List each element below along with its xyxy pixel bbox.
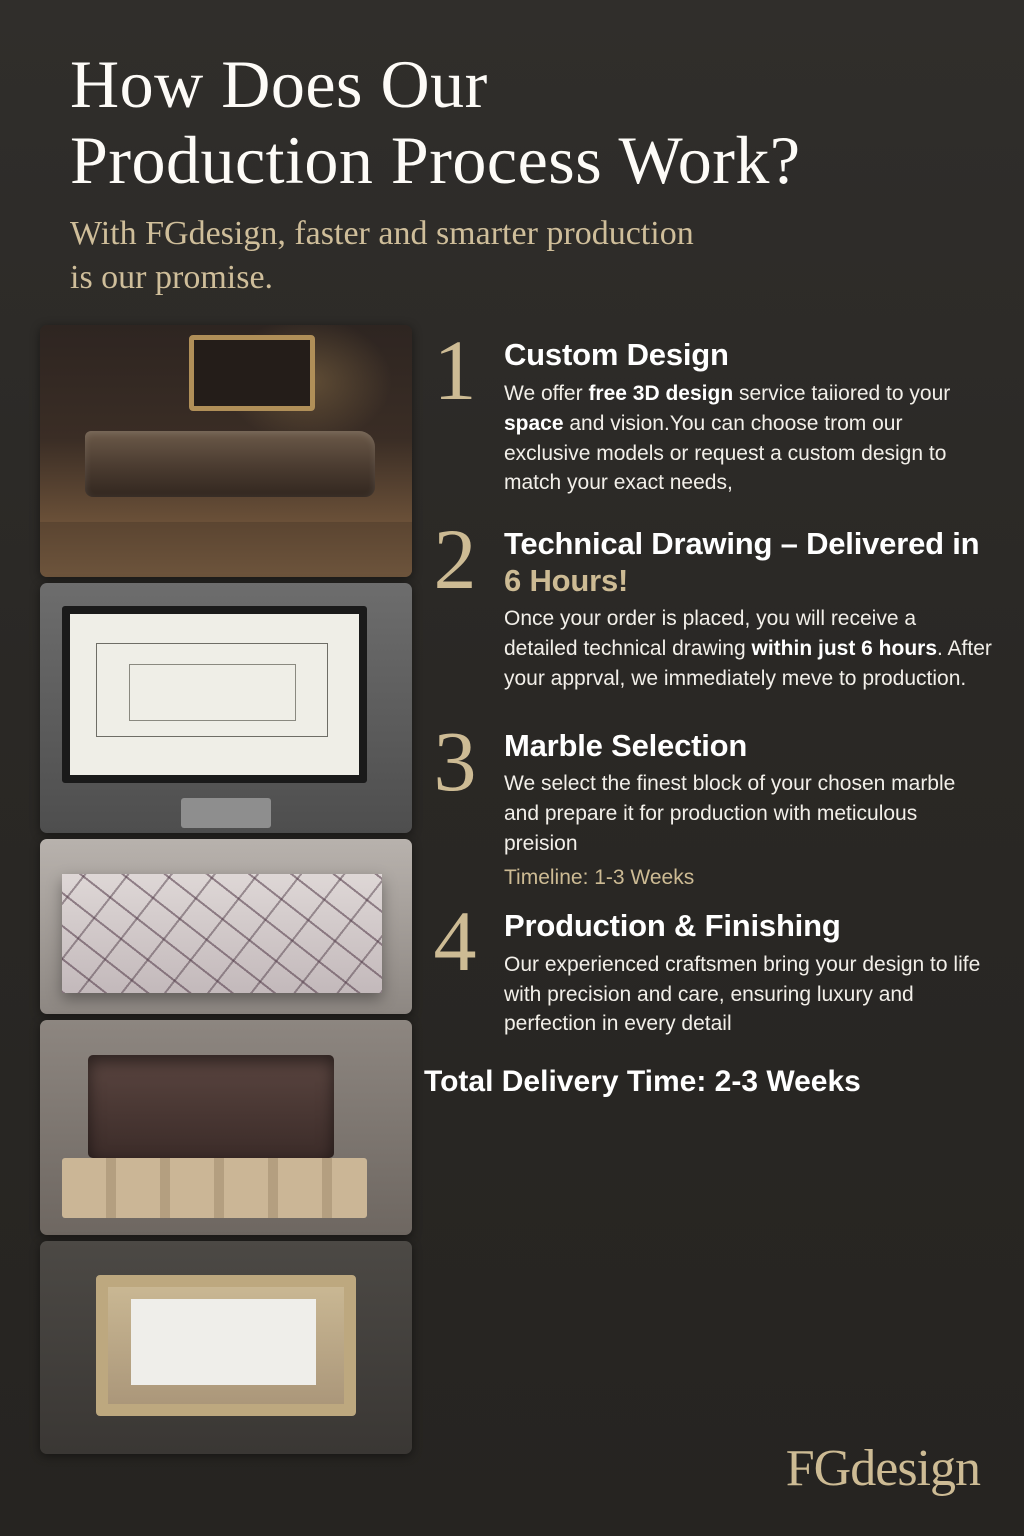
title-line-1: How Does Our xyxy=(70,46,488,122)
total-delivery-time: Total Delivery Time: 2-3 Weeks xyxy=(424,1065,861,1099)
step-3-body xyxy=(504,722,992,892)
step-2-title xyxy=(504,526,992,599)
subtitle-line-1: With FGdesign, faster and smarter production xyxy=(70,215,694,253)
floor-shape xyxy=(40,522,412,577)
photo-marble-block xyxy=(40,839,412,1014)
photo-monitor-technical-drawing xyxy=(40,583,412,833)
step-4-body xyxy=(504,902,992,1043)
step-1-title xyxy=(504,337,992,374)
header xyxy=(0,0,1024,299)
logo-part-fg: FG xyxy=(785,1440,851,1497)
step-1-description: We offer free 3D design service taiiored to your space and vision.You can choose trom our exclusive models or request a custom design to match your exact needs, xyxy=(504,381,951,495)
step-2 xyxy=(422,511,992,698)
marble-block-shape xyxy=(62,874,382,993)
monitor-stand-shape xyxy=(181,798,270,828)
step-1-body xyxy=(504,331,992,502)
brand-logo xyxy=(786,1439,980,1498)
photo-stone-sink-on-pallet xyxy=(40,1020,412,1235)
logo-part-design: design xyxy=(850,1440,980,1497)
wooden-crate-shape xyxy=(96,1275,356,1416)
step-1 xyxy=(422,322,992,502)
step-2-body xyxy=(504,520,992,698)
wooden-pallet-shape xyxy=(62,1158,367,1218)
step-2-title-text: Technical Drawing – Delivered in xyxy=(504,526,980,562)
photo-crated-sink-packaging xyxy=(40,1241,412,1454)
step-4 xyxy=(422,893,992,1043)
page-title xyxy=(70,46,964,198)
stone-slab-shape xyxy=(85,431,375,497)
monitor-screen-shape xyxy=(62,606,367,784)
photo-console-marble-vanity xyxy=(40,325,412,577)
step-3-number: 3 xyxy=(433,712,477,809)
step-1-title-text: Custom Design xyxy=(504,337,729,373)
step-3-title-text: Marble Selection xyxy=(504,727,748,763)
step-4-title xyxy=(504,908,992,945)
step-4-number: 4 xyxy=(433,893,477,990)
title-line-2: Production Process Work? xyxy=(70,122,801,199)
step-2-number: 2 xyxy=(433,511,477,608)
page-subtitle xyxy=(70,212,964,299)
subtitle-line-2: is our promise. xyxy=(70,258,274,296)
step-3 xyxy=(422,712,992,892)
mirror-frame-shape xyxy=(189,335,315,411)
technical-drawing-shape xyxy=(96,643,327,737)
photo-column xyxy=(40,325,412,1454)
step-2-description: Once your order is placed, you will receive a detailed technical drawing within just 6 hours. After your apprval, we immediately meve to production. xyxy=(504,607,992,690)
step-4-description: Our experienced craftsmen bring your design to life with precision and care, ensuring luxury and perfection in every detail xyxy=(504,952,981,1036)
step-1-number: 1 xyxy=(433,322,477,419)
main-content xyxy=(0,322,1024,1454)
step-3-description: We select the finest block of your chosen marble and prepare it for production with meticulous preision xyxy=(504,772,956,855)
steps-column xyxy=(412,322,992,1454)
stone-sink-shape xyxy=(88,1055,334,1158)
step-2-title-accent: 6 Hours! xyxy=(504,562,629,598)
step-3-timeline: Timeline: 1-3 Weeks xyxy=(504,865,695,889)
step-4-title-text: Production & Finishing xyxy=(504,908,841,944)
step-3-title xyxy=(504,728,992,765)
